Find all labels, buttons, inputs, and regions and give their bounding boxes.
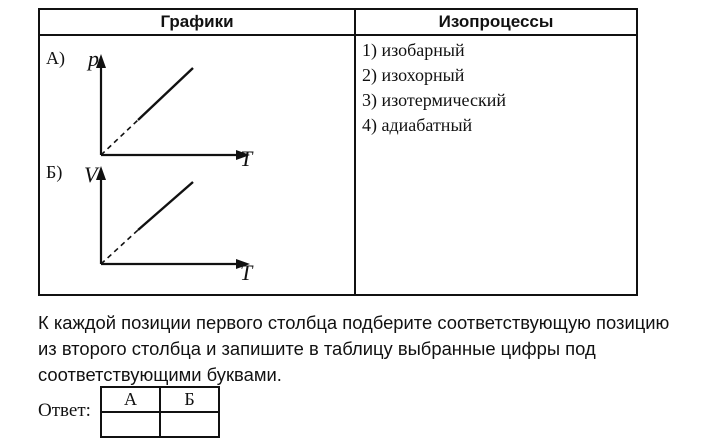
graph-a-extrapolation bbox=[101, 120, 138, 155]
process-item: 2) изохорный bbox=[362, 65, 465, 85]
graph-a-label: А) bbox=[46, 48, 65, 68]
task-instructions bbox=[38, 310, 688, 388]
graph-a-x-label: T bbox=[240, 146, 253, 171]
answer-table bbox=[100, 386, 220, 438]
graph-b-y-arrow bbox=[96, 166, 106, 180]
answer-cell-b[interactable] bbox=[160, 412, 219, 437]
process-item: 1) изобарный bbox=[362, 40, 465, 60]
graph-b-y-label: V bbox=[84, 162, 98, 187]
graph-a-y-label: p bbox=[88, 46, 99, 71]
graph-b bbox=[84, 162, 254, 285]
graph-b-x-label: T bbox=[240, 260, 253, 285]
process-item: 3) изотермический bbox=[362, 90, 506, 110]
graph-a bbox=[86, 46, 254, 171]
answer-column-a-header: А bbox=[101, 387, 160, 412]
processes-list bbox=[362, 38, 506, 138]
graphs-area bbox=[40, 10, 354, 294]
graph-b-extrapolation bbox=[101, 230, 138, 264]
graphs-column-header: Графики bbox=[160, 12, 234, 31]
graph-b-line bbox=[138, 182, 193, 230]
task-text: К каждой позиции первого столбца подберите соответствующую позицию из второго столбца и запишите в таблицу выбранные цифры под соответствующими буквами. bbox=[38, 312, 670, 385]
answer-cell-a[interactable] bbox=[101, 412, 160, 437]
answer-column-b-header: Б bbox=[160, 387, 219, 412]
graph-a-line bbox=[138, 68, 193, 120]
answer-label: Ответ: bbox=[38, 400, 91, 421]
process-item: 4) адиабатный bbox=[362, 115, 473, 135]
processes-column-header: Изопроцессы bbox=[438, 12, 554, 31]
column-divider bbox=[354, 10, 356, 294]
matching-table bbox=[38, 8, 638, 296]
graph-b-label: Б) bbox=[46, 162, 63, 182]
